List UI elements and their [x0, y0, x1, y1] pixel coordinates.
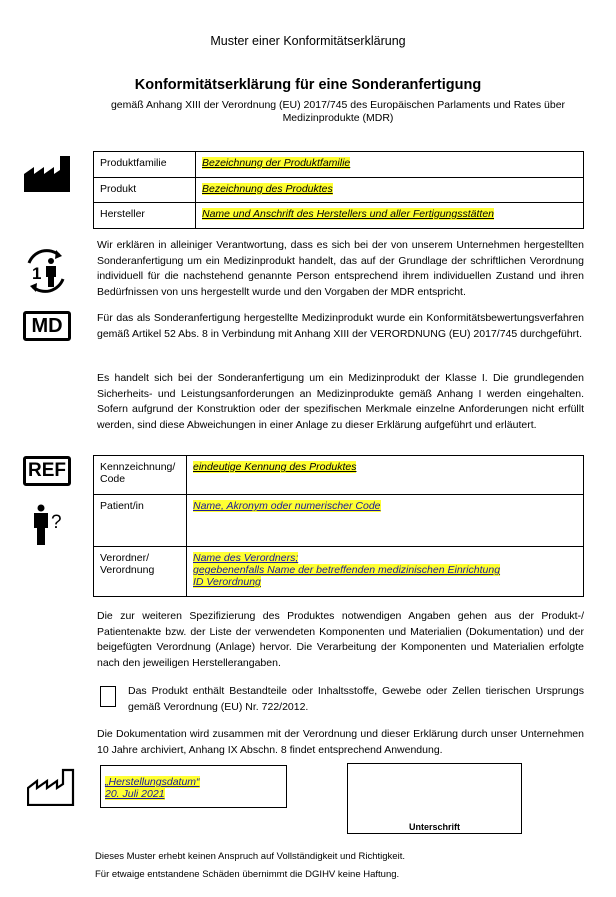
- svg-text:?: ?: [51, 512, 62, 533]
- prescriber-label: Verordner/ Verordnung: [94, 547, 187, 597]
- manufacture-date-field[interactable]: [100, 765, 287, 808]
- product-family-label: Produktfamilie: [94, 152, 196, 178]
- placeholder-text: gegebenenfalls Name der betreffenden medizinischen Einrichtung: [193, 564, 501, 576]
- patient-label: Patient/in: [94, 495, 187, 547]
- document-title: Konformitätserklärung für eine Sonderanfertigung: [134, 77, 482, 93]
- manufacturer-value[interactable]: [196, 203, 584, 229]
- document-pretitle: Muster einer Konformitätserklärung: [210, 34, 406, 48]
- placeholder-text: Name und Anschrift des Herstellers und aller Fertigungsstätten: [202, 208, 495, 220]
- product-label: Produkt: [94, 177, 196, 203]
- placeholder-text: Name des Verordners;: [193, 552, 299, 564]
- svg-text:1: 1: [32, 264, 42, 283]
- signature-label: Unterschrift: [408, 822, 460, 832]
- archive-paragraph: Die Dokumentation wird zusammen mit der Verordnung und dieser Erklärung durch unser Unternehmen 10 Jahre archiviert, Anhang IX Abschn. 8 findet entsprechend Anwendung.: [97, 728, 584, 756]
- md-icon: MD: [23, 311, 71, 341]
- class-paragraph: Es handelt sich bei der Sonderanfertigung um ein Medizinprodukt der Klasse I. Die grundlegenden Sicherheits- und Leistungsanforderungen an Medizinprodukte gemäß Anhang I werden eingehalten. Sofern aufgrund der Konstruktion oder der spezifischen Merkmale einzelne Anforderungen nicht erfüllt werden, sind diese Abweichungen in einer Anlage zu dieser Erklärung aufgeführt und erläutert.: [97, 372, 584, 431]
- animal-origin-checkbox[interactable]: [100, 686, 116, 707]
- placeholder-text: eindeutige Kennung des Produktes: [193, 461, 357, 473]
- product-family-value[interactable]: [196, 152, 584, 178]
- footer-disclaimer: Dieses Muster erhebt keinen Anspruch auf Vollständigkeit und Richtigkeit.: [95, 851, 405, 862]
- animal-origin-text: Das Produkt enthält Bestandteile oder Inhaltsstoffe, Gewebe oder Zellen tierischen Ursprungs gemäß Verordnung (EU) Nr. 722/2012.: [128, 685, 584, 713]
- placeholder-text: ID Verordnung: [193, 576, 261, 588]
- placeholder-text: Bezeichnung der Produktfamilie: [202, 157, 351, 169]
- declaration-paragraph: Wir erklären in alleiniger Verantwortung, dass es sich bei der von unserem Unternehmen hergestellten Sonderanfertigung um ein Medizinprodukt handelt, das auf der Grundlage der schriftlichen Verordnung individuell für die nachstehend genannte Person entsprechend ihrem individuellen Zustand und ihren Bedürfnissen von uns hergestellt wurde und den Vorgaben der MDR entspricht.: [97, 239, 584, 298]
- manufacture-date-icon: [27, 768, 75, 806]
- table-row: [94, 547, 584, 597]
- product-value[interactable]: [196, 177, 584, 203]
- product-table: [93, 151, 584, 229]
- procedure-paragraph: Für das als Sonderanfertigung hergestellte Medizinprodukt wurde ein Konformitätsbewertungsverfahren gemäß Artikel 52 Abs. 8 in Verbindung mit Anhang XIII der VERORDNUNG (EU) 2017/745 durchgeführt.: [97, 312, 584, 340]
- prescriber-value[interactable]: [187, 547, 584, 597]
- code-value[interactable]: [187, 456, 584, 495]
- table-row: [94, 152, 584, 178]
- manufacture-date-label: „Herstellungsdatum“: [105, 776, 200, 788]
- specification-paragraph: Die zur weiteren Spezifizierung des Produktes notwendigen Angaben gehen aus der Produkt-/ Patientenakte bzw. der Liste der verwendeten Komponenten und Materialien (Dokumentation) und der beigefügten Verordnung (Anlage) hervor. Die Verarbeitung der Komponenten und Materialien erfolgte nach den jeweiligen Herstellerangaben.: [97, 610, 584, 669]
- placeholder-text: Name, Akronym oder numerischer Code: [193, 500, 381, 512]
- code-label: Kennzeichnung/ Code: [94, 456, 187, 495]
- document-subtitle: gemäß Anhang XIII der Verordnung (EU) 2017/745 des Europäischen Parlaments und Rates über Medizinprodukte (MDR): [110, 99, 566, 124]
- placeholder-text: Bezeichnung des Produktes: [202, 182, 333, 195]
- patient-table: [93, 455, 584, 597]
- factory-icon: [24, 154, 72, 192]
- patient-id-icon: [32, 504, 68, 546]
- table-row: [94, 177, 584, 203]
- ref-icon: REF: [23, 456, 71, 486]
- manufacturer-label: Hersteller: [94, 203, 196, 229]
- single-patient-icon: [21, 247, 71, 295]
- footer-liability: Für etwaige entstandene Schäden übernimmt die DGIHV keine Haftung.: [95, 869, 400, 880]
- patient-value[interactable]: [187, 495, 584, 547]
- table-row: [94, 495, 584, 547]
- table-row: [94, 203, 584, 229]
- table-row: [94, 456, 584, 495]
- manufacture-date-value: 20. Juli 2021: [105, 788, 165, 800]
